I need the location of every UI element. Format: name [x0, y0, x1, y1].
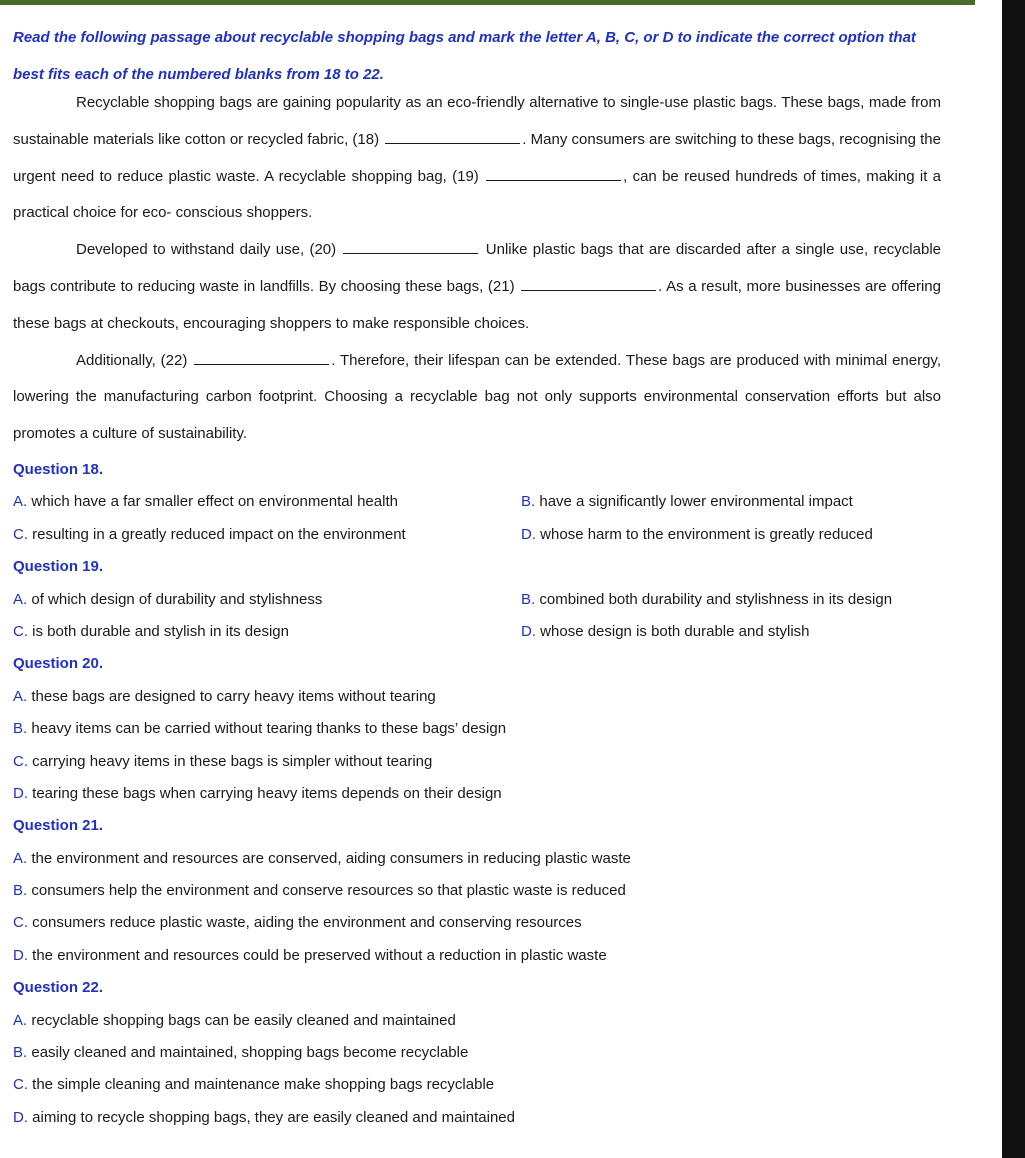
question-18-option-d[interactable]: [521, 519, 873, 551]
option-text: easily cleaned and maintained, shopping bags become recyclable: [31, 1044, 469, 1062]
option-text: have a significantly lower environmental impact: [539, 493, 853, 511]
option-letter: B.: [521, 590, 536, 608]
question-22-option-c[interactable]: [13, 1069, 941, 1101]
instructions: Read the following passage about recyclable shopping bags and mark the letter A, B, C, or D to indicate the correct option that best fits each of the numbered blanks from 18 to 22.: [13, 29, 916, 83]
question-19-options-row-1: [13, 584, 941, 616]
question-18-options-row-1: [13, 486, 941, 518]
passage-text: Additionally, (22): [76, 351, 188, 369]
blank-21: [521, 278, 656, 291]
option-text: heavy items can be carried without tearing thanks to these bags’ design: [31, 720, 507, 738]
option-text: the simple cleaning and maintenance make shopping bags recyclable: [32, 1076, 495, 1094]
question-18-option-b[interactable]: [521, 486, 853, 518]
question-20-option-c[interactable]: [13, 746, 941, 778]
option-letter: B.: [521, 493, 536, 511]
option-letter: B.: [13, 882, 28, 900]
question-18-title: Question 18.: [13, 461, 104, 478]
question-22-option-d[interactable]: [13, 1102, 941, 1134]
blank-20: [343, 241, 478, 254]
passage-text: . Many consumers are switching to these bags, recognising the urgent need to reduce plastic waste. A recyclable shopping bag, (19): [13, 130, 941, 185]
blank-18: [385, 131, 520, 144]
question-20-option-b[interactable]: [13, 713, 941, 745]
question-22-title: Question 22.: [13, 979, 104, 997]
question-18-option-a[interactable]: [13, 486, 521, 518]
question-21-option-c[interactable]: [13, 907, 941, 939]
question-19-options-row-2: [13, 616, 941, 648]
option-text: tearing these bags when carrying heavy items depends on their design: [32, 784, 502, 802]
question-21-title: Question 21.: [13, 817, 104, 835]
option-text: resulting in a greatly reduced impact on the environment: [32, 525, 406, 543]
passage-text: Developed to withstand daily use, (20): [76, 241, 337, 259]
question-20-title: Question 20.: [13, 655, 104, 673]
passage-text: Unlike plastic bags that are discarded after a single use, recyclable bags contribute to reducing waste in landfills. By choosing these bags, (21): [13, 241, 941, 295]
option-text: whose harm to the environment is greatly reduced: [540, 525, 873, 543]
question-19-option-b[interactable]: [521, 584, 892, 616]
option-text: is both durable and stylish in its design: [32, 622, 289, 640]
question-20-option-d[interactable]: [13, 778, 941, 810]
option-letter: C.: [13, 622, 28, 640]
window-edge: [1002, 0, 1025, 1158]
option-letter: B.: [13, 720, 28, 738]
passage-paragraph-1: [13, 85, 941, 232]
option-letter: A.: [13, 687, 28, 705]
question-21-option-a[interactable]: [13, 843, 941, 875]
question-19-option-a[interactable]: [13, 584, 521, 616]
question-19-option-c[interactable]: [13, 616, 521, 648]
option-letter: D.: [521, 622, 536, 640]
question-22-option-b[interactable]: [13, 1037, 941, 1069]
option-text: these bags are designed to carry heavy items without tearing: [31, 687, 436, 705]
question-18-options-row-2: [13, 519, 941, 551]
question-19-title: Question 19.: [13, 558, 104, 576]
question-20-option-a[interactable]: [13, 681, 941, 713]
option-text: the environment and resources are conserved, aiding consumers in reducing plastic waste: [31, 849, 631, 867]
option-letter: D.: [13, 784, 28, 802]
option-letter: A.: [13, 849, 28, 867]
option-letter: D.: [521, 525, 536, 543]
question-21-option-b[interactable]: [13, 875, 941, 907]
option-text: aiming to recycle shopping bags, they are easily cleaned and maintained: [32, 1108, 515, 1126]
passage-paragraph-2: [13, 232, 941, 342]
option-letter: A.: [13, 493, 28, 511]
passage-paragraph-3: [13, 343, 941, 453]
passage: [13, 85, 941, 453]
option-text: recyclable shopping bags can be easily cleaned and maintained: [31, 1011, 456, 1029]
passage-text: , can be reused hundreds of times, making it a practical choice for eco- conscious shoppers.: [13, 167, 942, 222]
option-letter: A.: [13, 590, 28, 608]
top-divider: [0, 0, 975, 5]
option-letter: C.: [13, 525, 28, 543]
question-19-option-d[interactable]: [521, 616, 810, 648]
question-list: [13, 454, 941, 1134]
option-text: carrying heavy items in these bags is simpler without tearing: [32, 752, 433, 770]
option-letter: D.: [13, 1108, 28, 1126]
question-18-option-c[interactable]: [13, 519, 521, 551]
option-text: consumers reduce plastic waste, aiding the environment and conserving resources: [32, 914, 582, 932]
option-letter: C.: [13, 1076, 28, 1094]
option-text: whose design is both durable and stylish: [540, 622, 810, 640]
blank-19: [486, 168, 621, 181]
option-text: of which design of durability and stylishness: [31, 590, 323, 608]
blank-22: [194, 352, 329, 365]
question-21-option-d[interactable]: [13, 940, 941, 972]
passage-text: Recyclable shopping bags are gaining popularity as an eco-friendly alternative to single-use plastic bags. These bags, made from sustainable materials like cotton or recycled fabric, (18): [13, 94, 941, 148]
option-letter: C.: [13, 914, 28, 932]
passage-text: . Therefore, their lifespan can be extended. These bags are produced with minimal energy, lowering the manufacturing carbon footprint. Choosing a recyclable bag not only supports environmental conservation efforts but also promotes a culture of sustainability.: [13, 351, 941, 443]
option-letter: D.: [13, 946, 28, 964]
question-22-option-a[interactable]: [13, 1005, 941, 1037]
option-letter: C.: [13, 752, 28, 770]
option-text: the environment and resources could be preserved without a reduction in plastic waste: [32, 946, 607, 964]
option-text: which have a far smaller effect on environmental health: [31, 493, 398, 511]
option-text: consumers help the environment and conserve resources so that plastic waste is reduced: [31, 882, 626, 900]
passage-text: . As a result, more businesses are offering these bags at checkouts, encouraging shoppers to make responsible choices.: [13, 277, 941, 332]
option-letter: A.: [13, 1011, 28, 1029]
option-text: combined both durability and stylishness in its design: [539, 590, 893, 608]
option-letter: B.: [13, 1044, 28, 1062]
